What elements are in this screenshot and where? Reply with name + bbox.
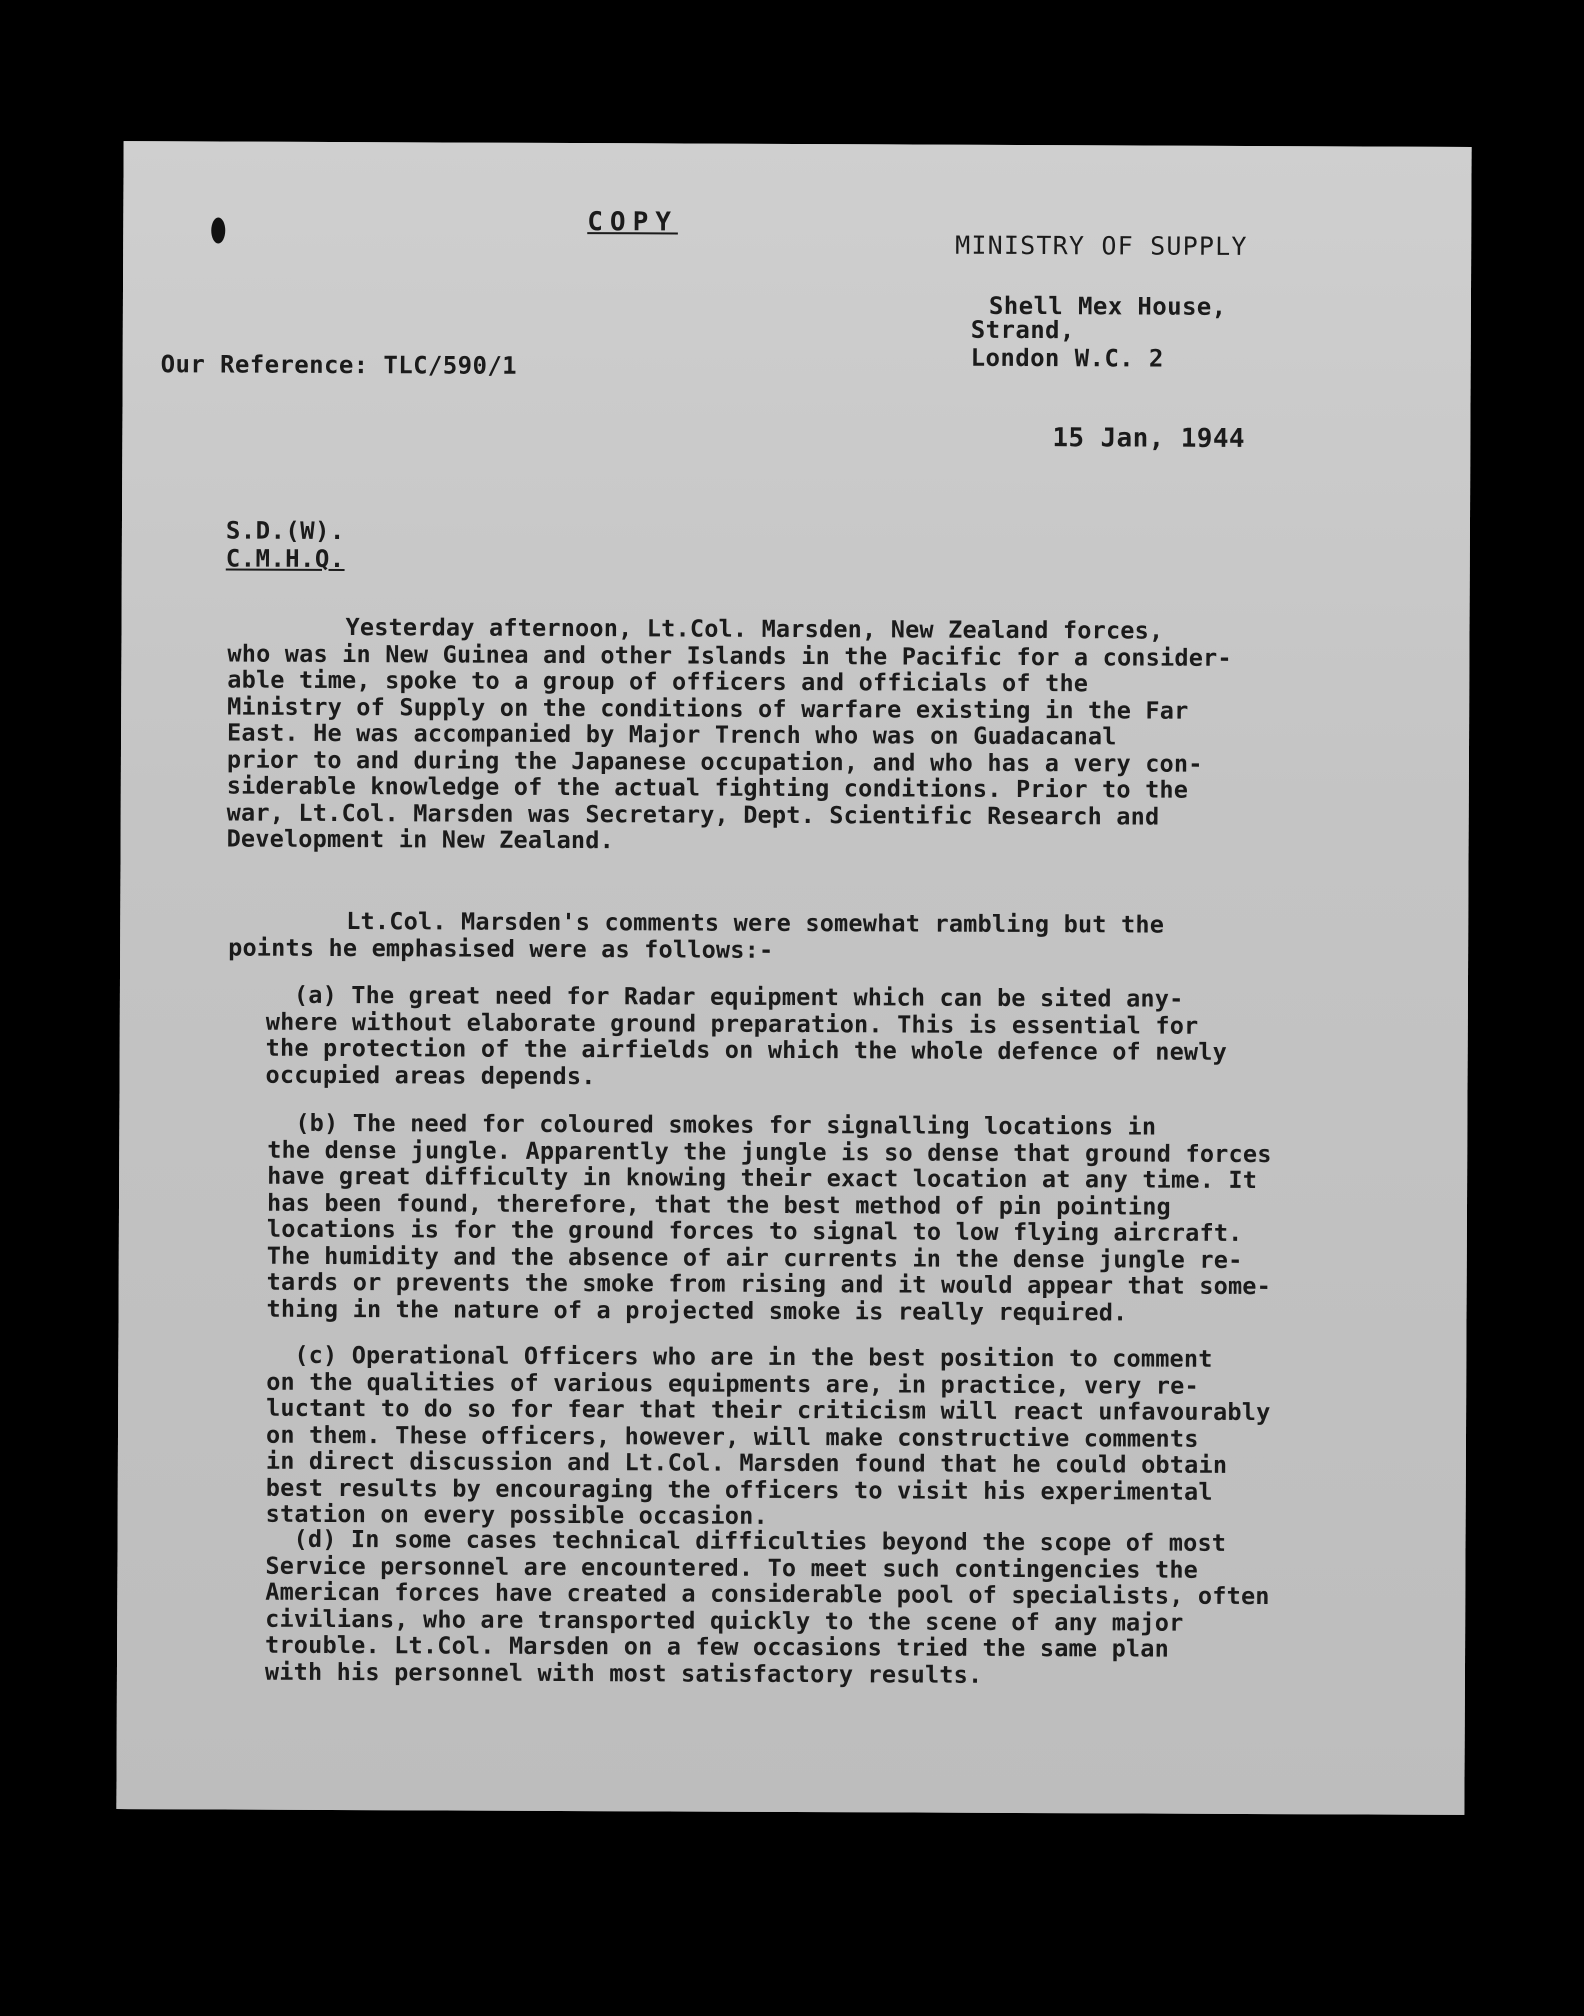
text-line: points he emphasised were as follows:- <box>228 933 774 964</box>
point-c <box>266 1342 1271 1532</box>
point-b <box>266 1110 1271 1326</box>
letter-date: 15 Jan, 1944 <box>1052 423 1246 454</box>
document-page <box>116 141 1471 1815</box>
text-line: best results by encouraging the officers to visit his experimental <box>265 1473 1213 1506</box>
address-line-3: London W.C. 2 <box>970 343 1164 373</box>
point-a <box>266 982 1228 1092</box>
text-line: occupied areas depends. <box>265 1060 596 1090</box>
text-line: tards or prevents the smoke from rising and it would appear that some- <box>266 1267 1272 1301</box>
text-line: Development in New Zealand. <box>226 824 615 855</box>
text-line: (b) The need for coloured smokes for signalling locations in <box>295 1108 1157 1141</box>
text-line: locations is for the ground forces to signal to low flying aircraft. <box>266 1214 1243 1247</box>
text-line: able time, spoke to a group of officers and officials of the <box>227 665 1089 698</box>
text-line: Yesterday afternoon, Lt.Col. Marsden, New Zealand forces, <box>345 613 1164 645</box>
copy-label: COPY <box>587 207 678 238</box>
recipient-line-2: C.M.H.Q. <box>225 544 345 574</box>
text-line: trouble. Lt.Col. Marsden on a few occasions tried the same plan <box>265 1630 1170 1663</box>
text-line: the dense jungle. Apparently the jungle is so dense that ground forces <box>267 1135 1272 1168</box>
text-line: in direct discussion and Lt.Col. Marsden found that he could obtain <box>265 1446 1228 1479</box>
text-line: Lt.Col. Marsden's comments were somewhat rambling but the <box>346 907 1165 939</box>
text-line: civilians, who are transported quickly to the scene of any major <box>265 1604 1184 1637</box>
address-line-2: Strand, <box>970 315 1075 345</box>
text-line: East. He was accompanied by Major Trench who was on Guadacanal <box>227 718 1117 751</box>
text-line: station on every possible occasion. <box>265 1499 768 1530</box>
text-line: with his personnel with most satisfactory results. <box>264 1657 983 1689</box>
reference-line: Our Reference: TLC/590/1 <box>160 350 518 380</box>
text-line: have great difficulty in knowing their exact location at any time. It <box>267 1161 1258 1195</box>
text-line: thing in the nature of a projected smoke is really required. <box>266 1294 1128 1326</box>
address-line-1: Shell Mex House, <box>988 291 1227 321</box>
text-line: war, Lt.Col. Marsden was Secretary, Dept. Scientific Research and <box>226 798 1160 831</box>
paragraph-comments <box>228 908 1164 965</box>
text-line: siderable knowledge of the actual fighting conditions. Prior to the <box>226 771 1189 804</box>
text-line: on them. These officers, however, will make constructive comments <box>265 1420 1199 1453</box>
ministry-heading: MINISTRY OF SUPPLY <box>955 230 1248 261</box>
text-line: (a) The great need for Radar equipment which can be sited any- <box>293 980 1184 1013</box>
text-line: on the qualities of various equipments are, in practice, very re- <box>266 1367 1199 1400</box>
text-line: Service personnel are encountered. To meet such contingencies the <box>265 1551 1199 1584</box>
text-line: (c) Operational Officers who are in the best position to comment <box>294 1340 1213 1373</box>
text-line: prior to and during the Japanese occupation, and who has a very con- <box>226 745 1203 778</box>
punch-hole-mark <box>211 217 225 243</box>
text-line: Ministry of Supply on the conditions of warfare existing in the Far <box>227 692 1189 725</box>
text-line: has been found, therefore, that the best method of pin pointing <box>266 1188 1172 1221</box>
text-line: (d) In some cases technical difficulties beyond the scope of most <box>293 1524 1227 1557</box>
text-line: The humidity and the absence of air currents in the dense jungle re- <box>266 1241 1243 1274</box>
text-line: who was in New Guinea and other Islands in the Pacific for a consider- <box>227 639 1232 672</box>
text-line: the protection of the airfields on which the whole defence of newly <box>265 1033 1228 1066</box>
paragraph-intro <box>227 614 1232 857</box>
point-d <box>265 1526 1270 1689</box>
text-line: where without elaborate ground preparation. This is essential for <box>265 1007 1199 1040</box>
text-line: American forces have created a considerable pool of specialists, often <box>265 1577 1270 1611</box>
text-line: luctant to do so for fear that their criticism will react unfavourably <box>266 1393 1271 1427</box>
recipient-line-1: S.D.(W). <box>225 516 345 546</box>
